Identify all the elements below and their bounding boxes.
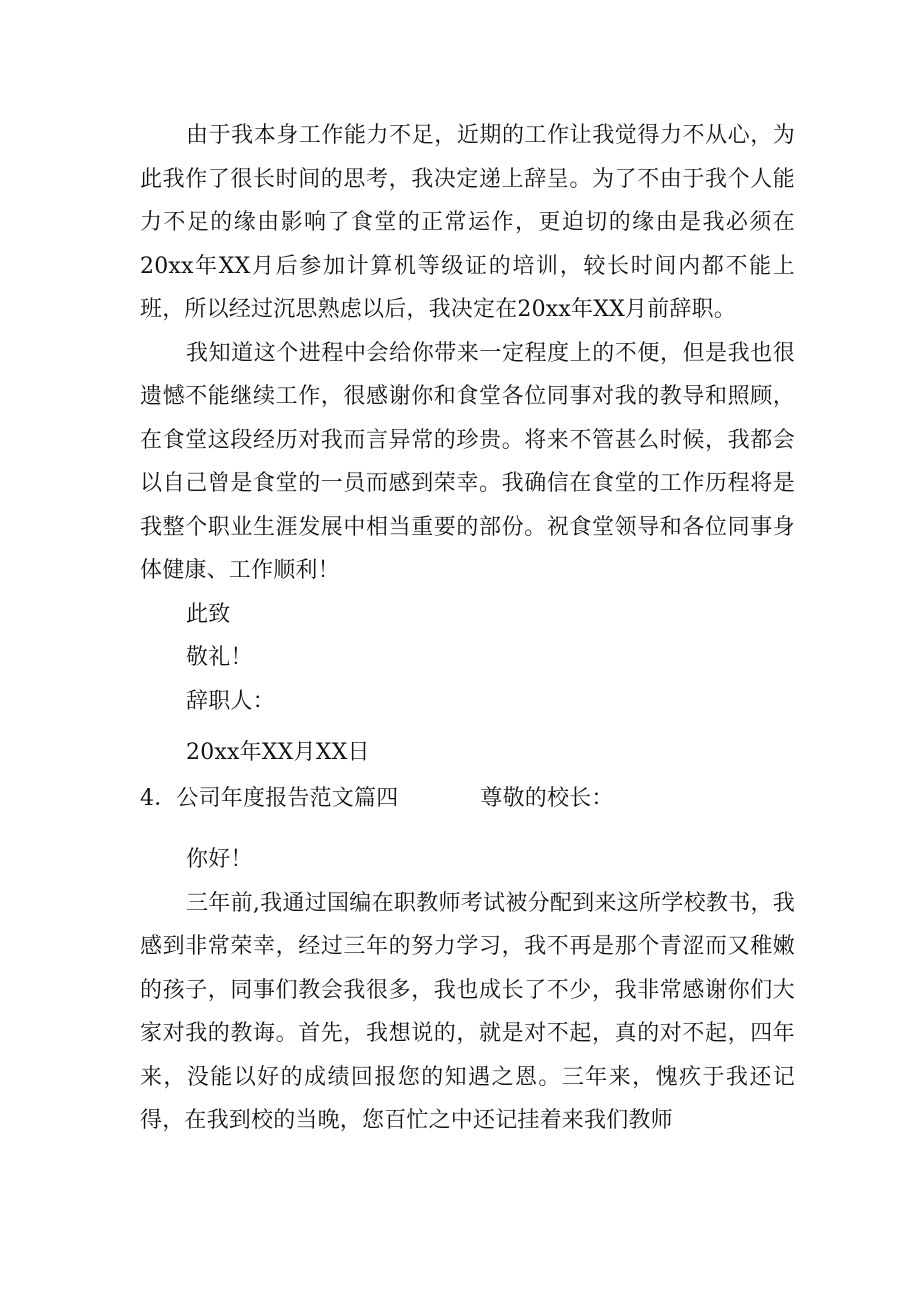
paragraph-resignation-reason: 由于我本身工作能力不足，近期的工作让我觉得力不从心，为此我作了很长时间的思考，我决定递上辞呈。为了不由于我个人能力不足的缘由影响了食堂的正常运作，更迫切的缘由是我必须在20xx年XX月后参加计算机等级证的培训，较长时间内都不能上班，所以经过沉思熟虑以后，我决定在20xx年XX月前辞职。: [140, 123, 795, 322]
paragraph-letter-body: 三年前,我通过国编在职教师考试被分配到来这所学校教书，我感到非常荣幸，经过三年的努力学习，我不再是那个青涩而又稚嫩的孩子，同事们教会我很多，我也成长了不少，我非常感谢你们大家对我的教诲。首先，我想说的，就是对不起，真的对不起，四年来，没能以好的成绩回报您的知遇之恩。三年来，愧疚于我还记得，在我到校的当晚，您百忙之中还记挂着来我们教师: [140, 890, 795, 1133]
section-heading-row: [140, 777, 795, 821]
section-heading: 4．公司年度报告范文篇四: [140, 785, 399, 811]
section-recipient: 尊敬的校长：: [480, 785, 614, 811]
paragraph-thanks: 我知道这个进程中会给你带来一定程度上的不便，但是我也很遗憾不能继续工作，很感谢你和食堂各位同事对我的教导和照顾，在食堂这段经历对我而言异常的珍贵。将来不管甚么时候，我都会以自己曾是食堂的一员而感到荣幸。我确信在食堂的工作历程将是我整个职业生涯发展中相当重要的部份。祝食堂领导和各位同事身体健康、工作顺利！: [140, 340, 795, 583]
salute-text: 敬礼！: [186, 645, 253, 670]
document-body: [140, 114, 795, 1143]
closing-text: 此致: [186, 601, 231, 627]
greeting-text: 你好！: [186, 847, 253, 872]
date-text: 20xx年XX月XX日: [186, 740, 370, 765]
signature-label: 辞职人：: [186, 688, 275, 714]
